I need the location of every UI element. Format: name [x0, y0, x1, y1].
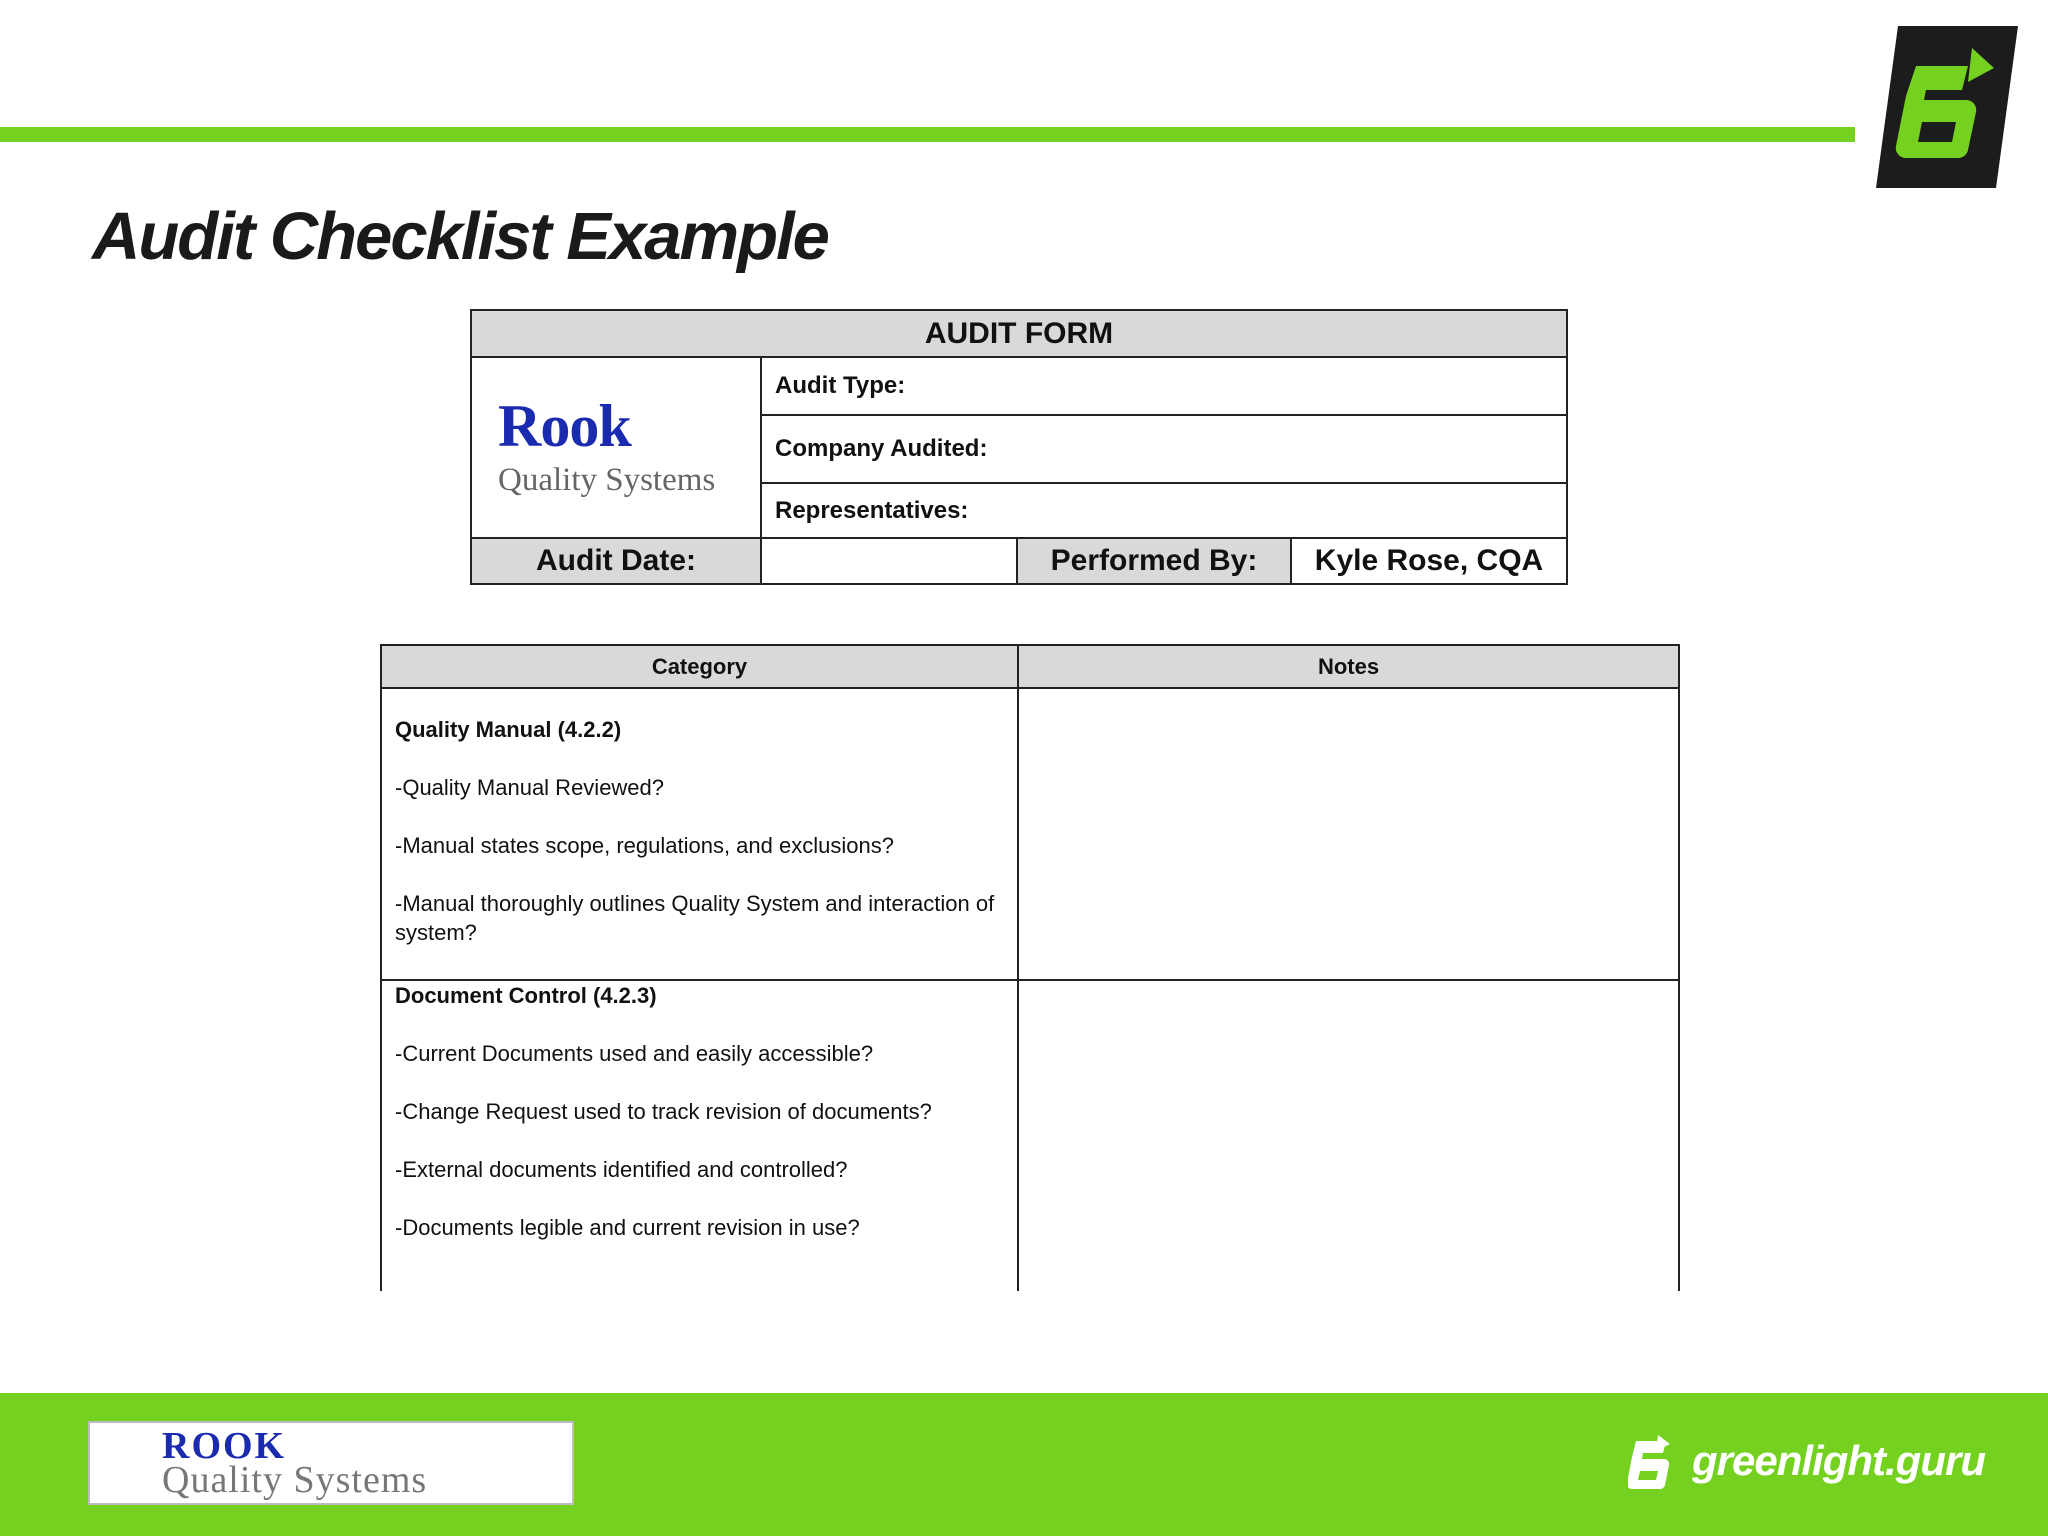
rook-logo	[472, 393, 760, 499]
audit-type-field: Audit Type:	[761, 357, 1567, 415]
audit-form-heading: AUDIT FORM	[471, 310, 1567, 357]
footer-rook-name: ROOK	[162, 1425, 287, 1467]
section-title: Document Control (4.2.3)	[395, 983, 657, 1008]
greenlight-guru-icon	[1628, 1435, 1672, 1493]
notes-cell[interactable]	[1018, 688, 1679, 980]
performed-by-value: Kyle Rose, CQA	[1291, 538, 1567, 584]
rook-logo-name: Rook	[498, 393, 631, 460]
category-cell	[381, 980, 1018, 1291]
company-audited-field: Company Audited:	[761, 415, 1567, 483]
checklist-table	[380, 644, 1680, 1291]
section-title: Quality Manual (4.2.2)	[395, 717, 622, 742]
checklist-item: -Quality Manual Reviewed?	[395, 775, 665, 800]
audit-date-value	[761, 538, 1017, 584]
header-accent-line	[0, 127, 1855, 142]
greenlight-guru-wordmark: greenlight.guru	[1692, 1437, 1985, 1484]
notes-column-header: Notes	[1018, 645, 1679, 688]
footer-rook-subtitle: Quality Systems	[162, 1459, 428, 1501]
representatives-field: Representatives:	[761, 483, 1567, 538]
rook-logo-cell	[471, 357, 761, 538]
footer-bar	[0, 1393, 2048, 1536]
checklist-item: -Documents legible and current revision in use?	[395, 1215, 860, 1240]
checklist-item: -Current Documents used and easily accessible?	[395, 1041, 874, 1066]
footer-rook-logo	[88, 1421, 574, 1505]
slide-title: Audit Checklist Example	[92, 199, 828, 274]
greenlight-guru-icon	[1876, 26, 2018, 188]
checklist-item: -Manual states scope, regulations, and exclusions?	[395, 833, 894, 858]
rook-logo-subtitle: Quality Systems	[498, 462, 716, 499]
notes-cell[interactable]	[1018, 980, 1679, 1291]
category-column-header: Category	[381, 645, 1018, 688]
category-cell	[381, 688, 1018, 980]
checklist-item: -Change Request used to track revision of documents?	[395, 1099, 932, 1124]
table-row	[381, 980, 1679, 1291]
performed-by-label: Performed By:	[1017, 538, 1291, 584]
audit-date-label: Audit Date:	[471, 538, 761, 584]
checklist-item: -External documents identified and controlled?	[395, 1157, 848, 1182]
checklist-item: -Manual thoroughly outlines Quality System and interaction of system?	[395, 891, 995, 945]
audit-form-table	[470, 309, 1568, 585]
table-row	[381, 688, 1679, 980]
